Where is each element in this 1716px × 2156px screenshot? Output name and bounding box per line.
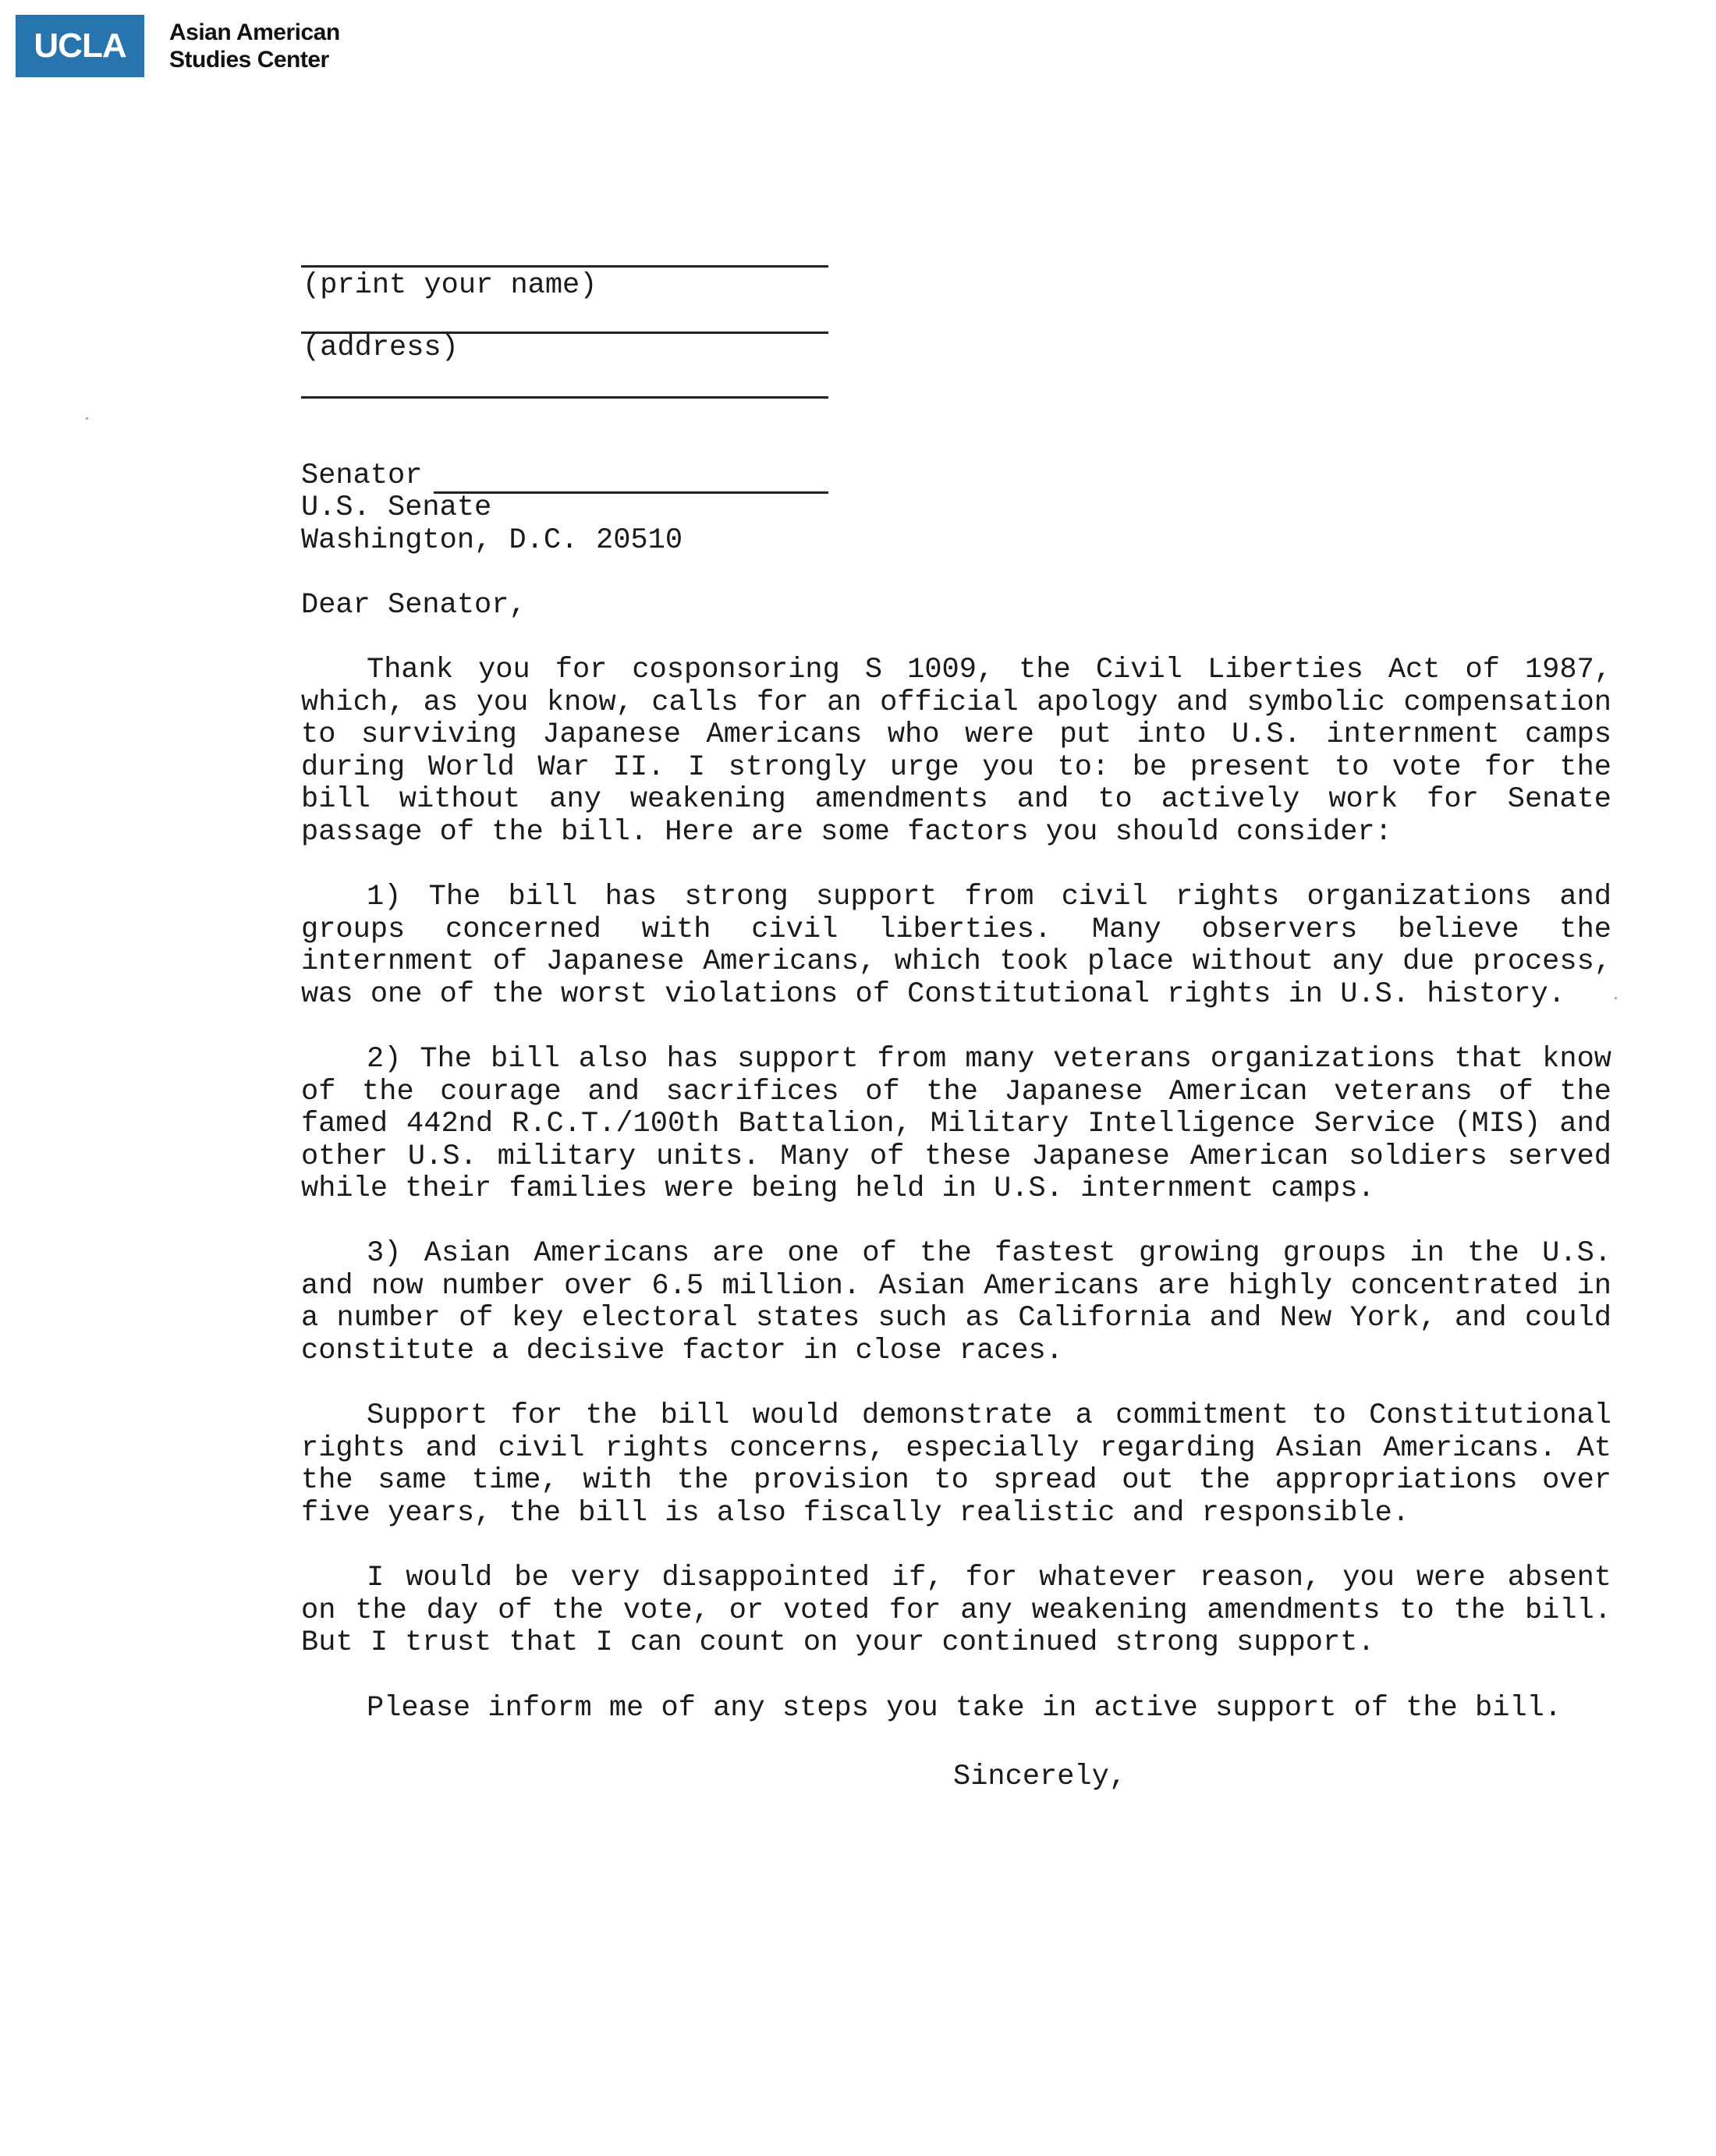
paragraph-inform <box>301 1693 1611 1725</box>
ucla-aasc-logo <box>16 15 340 77</box>
center-name <box>169 19 340 73</box>
center-name-line2: Studies Center <box>169 47 329 73</box>
paragraph-disappointed <box>301 1562 1611 1660</box>
salutation: Dear Senator, <box>301 589 526 622</box>
senator-blank-line <box>434 491 828 494</box>
paragraph-factor-3 <box>301 1238 1611 1367</box>
paragraph-support <box>301 1400 1611 1530</box>
name-label: (print your name) <box>303 269 597 302</box>
ucla-logo-mark: UCLA <box>16 15 144 77</box>
address-label: (address) <box>303 332 459 364</box>
paragraph-factor-3-text: 3) Asian Americans are one of the fastest growing groups in the U.S. and now number over 6.5 million. Asian Americans are highly concentrated in a number of key electoral states such as California and New York, and could constitute a decisive factor in close races. <box>301 1237 1611 1367</box>
recipient-title: Senator <box>301 459 423 492</box>
paragraph-disappointed-text: I would be very disappointed if, for whatever reason, you were absent on the day of the vote, or voted for any weakening amendments to the bill. But I trust that I can count on your continued strong support. <box>301 1562 1611 1659</box>
center-name-line1: Asian American <box>169 20 340 45</box>
paragraph-factor-2 <box>301 1044 1611 1206</box>
name-blank-line <box>301 265 828 268</box>
recipient-line3: Washington, D.C. <box>301 524 579 557</box>
paragraph-intro-text: Thank you for cosponsoring S 1009, the Civil Liberties Act of 1987, which, as you know, calls for an official apology and symbolic compensation to surviving Japanese Americans who were put into U.S. internment camps during World War II. I strongly urge you to: be present to vote for the bill without any weakening amendments and to actively work for Senate passage of the bill. Here are some factors you should consider: <box>301 654 1611 849</box>
recipient-zip: 20510 <box>596 524 683 557</box>
paragraph-inform-text: Please inform me of any steps you take in active support of the bill. <box>367 1692 1562 1725</box>
scan-speck <box>1615 997 1617 999</box>
paragraph-support-text: Support for the bill would demonstrate a commitment to Constitutional rights and civil rights concerns, especially regarding Asian Americans. At the same time, with the provision to spread out the appropriations over five years, the bill is also fiscally realistic and responsible. <box>301 1399 1611 1530</box>
paragraph-factor-1-text: 1) The bill has strong support from civil rights organizations and groups concerned with civil liberties. Many observers believe the internment of Japanese Americans, which took place without any due process, was one of the worst violations of Constitutional rights in U.S. history. <box>301 881 1611 1011</box>
address-blank-line-2 <box>301 396 828 399</box>
closing: Sincerely, <box>953 1761 1127 1793</box>
paragraph-intro <box>301 654 1611 849</box>
paragraph-factor-1 <box>301 881 1611 1011</box>
recipient-line2: U.S. Senate <box>301 491 492 524</box>
paragraph-factor-2-text: 2) The bill also has support from many veterans organizations that know of the courage and sacrifices of the Japanese American veterans of the famed 442nd R.C.T./100th Battalion, Military Intelligence Service (MIS) and other U.S. military units. Many of these Japanese American soldiers served while their families were being held in U.S. internment camps. <box>301 1043 1611 1205</box>
scan-speck <box>86 417 88 420</box>
